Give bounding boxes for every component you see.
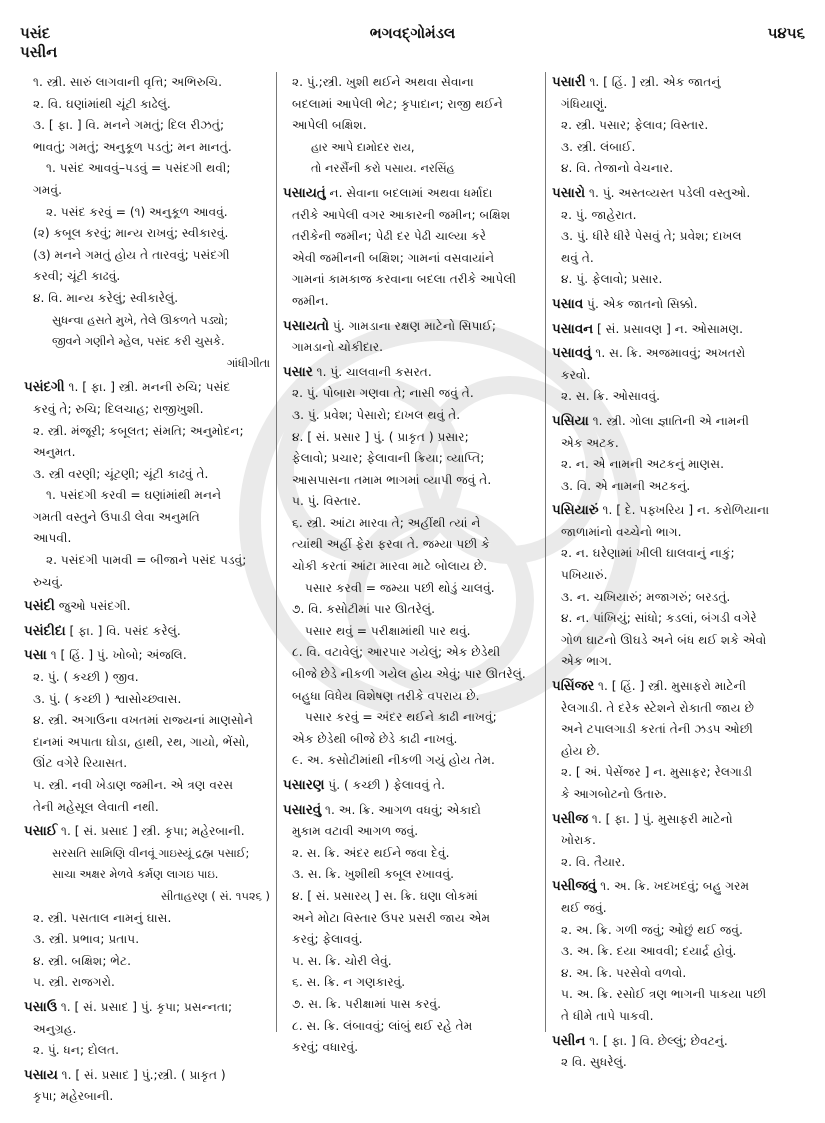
continuation-line: બીજે છેડે નીકળી ગયેલ હોય એવું; પાર ઊતરેલું. <box>292 667 526 682</box>
quotation-line: હાર આપે દામોદર રાય, <box>311 139 415 154</box>
continuation-line: ગોળ ઘાટનો ઊઘડે અને બંધ થઈ શકે એવો <box>561 632 767 647</box>
sense-line: ૭. વિ. કસોટીમાં પાર ઊતરેલું. <box>292 602 436 617</box>
dictionary-entry <box>552 676 807 806</box>
entry-first-line <box>552 876 807 898</box>
guide-word-last: પસીન <box>20 43 58 61</box>
continuation-line: અને ટપાલગાડી કરતાં તેની ઝડપ ઓછી <box>561 722 753 737</box>
entry-first-line <box>24 821 270 843</box>
sense-line: ૨. વિ. તૈયાર. <box>561 854 626 869</box>
entry-first-line <box>24 621 270 643</box>
dictionary-entry <box>552 876 807 1027</box>
definition-text: ૧. [ ફા. ] સ્ત્રી. મનની રુચિ; પસંદ <box>68 380 231 395</box>
definition-text: ૧. અ. ક્રિ. આગળ વધવું; એકાદો <box>324 802 481 817</box>
page-header <box>20 24 805 64</box>
headword: પસાય <box>24 1067 58 1083</box>
continuation-line: એક અટક. <box>561 435 619 450</box>
entry-first-line <box>552 72 807 94</box>
sense-line: ૩. ન. ચખિયારું; મજાગરું; બરડતું. <box>561 589 731 604</box>
dictionary-entry <box>24 821 270 994</box>
sense-line: ૨. પું.;સ્ત્રી. ખુશી થઈને અથવા સેવાના <box>292 75 474 89</box>
sense-line: ૨. સ. ક્રિ. અંદર થઈને જવા દેવું. <box>292 845 450 860</box>
dictionary-entry <box>552 500 807 673</box>
definition-text: ૧. પું. ચાલવાની કસરત. <box>316 364 432 379</box>
definition-text: ૧. [ ફા. ] પું. મુસાફરી માટેનો <box>591 811 733 826</box>
definition-text: ૧. [ દે. પફ્ખરિય ] ન. કરોળિયાના <box>602 503 770 518</box>
guide-word-first: પસંદ <box>20 24 51 42</box>
sense-line: ૩. પું. પ્રવેશ; પેસારો; દાખલ થવું તે. <box>292 407 461 422</box>
book-title: ભગવદ્ગોમંડલ <box>369 24 456 42</box>
definition-text: ૧. [ સં. પ્રસાદ ] પું. કૃપા; પ્રસન્નતા; <box>60 999 233 1014</box>
continuation-line: કૃપા; મહેરબાની. <box>33 1089 114 1104</box>
continuation-line: તેની મહેસૂલ લેવાતી નથી. <box>33 799 159 814</box>
continuation-line: રુચવું. <box>33 574 64 589</box>
dictionary-entry <box>24 1065 270 1108</box>
sense-line: ૨. સ્ત્રી. પસતાલ નામનું ઘાસ. <box>33 910 172 925</box>
entry-first-line <box>552 294 807 316</box>
continuation-line: આપવી. <box>33 531 72 546</box>
sense-line: ૩. વિ. એ નામની અટકનું. <box>561 478 691 493</box>
continuation-line: દાનમાં અપાતા ઘોડા, હાથી, રથ, ગાયો, ભેંસો, <box>33 734 250 749</box>
dictionary-entry <box>552 1031 807 1074</box>
sense-line: ૮. સ. ક્રિ. લંબાવવું; લાંબું થઈ રહે તેમ <box>292 1018 473 1033</box>
entry-first-line <box>24 997 270 1019</box>
sense-line: ૪. અ. ક્રિ. પરસેવો વળવો. <box>561 965 687 980</box>
continuation-line: અનુગ્રહ. <box>33 1021 77 1036</box>
definition-text: ૧. પું. અસ્તવ્યસ્ત પડેલી વસ્તુઓ. <box>588 185 751 200</box>
continuation-line: મુકામ વટાવી આગળ જવું. <box>292 824 419 839</box>
sense-line: ૩. પું. ( કચ્છી ) શ્વાસોચ્છ્વાસ. <box>33 691 182 706</box>
quotation-line: સુધન્વા હસતે મુખે, તેલે ઊકળતે પડ્યો; <box>52 312 229 327</box>
sense-line: ૨. પું. જાહેરાત. <box>561 207 637 222</box>
sense-line: ૩. પું. ધીરે ધીરે પેસવું તે; પ્રવેશ; દાખલ <box>561 229 742 244</box>
sense-line: ૪. સ્ત્રી. અગાઉના વખતમાં રાજ્યનાં માણસોને <box>33 713 254 728</box>
continuation-line: કરવું તે; રુચિ; દિલચાહ; રાજીખુશી. <box>33 401 204 416</box>
citation-source: સીતાહરણ ( સં. ૧૫૨૬ ) <box>160 888 270 903</box>
continuation-line: ચોકી કરતાં આંટા મારવા માટે બોલાય છે. <box>292 559 488 574</box>
entry-first-line <box>283 183 539 205</box>
dictionary-entry <box>283 183 539 313</box>
headword: પસાવન <box>552 321 594 337</box>
sense-line: ૩. સ્ત્રી વરણી; ચૂંટણી; ચૂંટી કાઢવું તે. <box>33 466 209 481</box>
headword: પસાવવું <box>552 346 592 362</box>
definition-text: ૧. સ્ત્રી. ગોલા જ્ઞાતિની એ નામની <box>592 413 750 428</box>
sense-line: ૨. સ્ત્રી. પસાર; ફેલાવ; વિસ્તાર. <box>561 118 709 133</box>
column-3 <box>546 72 813 1092</box>
headword: પસીજવું <box>552 879 597 895</box>
entry-first-line <box>552 343 807 365</box>
dictionary-entry <box>283 800 539 1059</box>
headword: પસંદી <box>24 599 55 615</box>
continuation-line: આસપાસના તમામ ભાગમાં વ્યાપી જવું તે. <box>292 472 492 487</box>
definition-text: ૧ [ હિં. ] પું. ખોબો; અંજલિ. <box>50 648 187 663</box>
sense-line: ૮. વિ. વટાવેલું; આરપાર ગયેલું; એક છેડેથી <box>292 645 501 660</box>
continuation-line: પખિયારું. <box>561 568 608 583</box>
sense-line: ૩. અ. ક્રિ. દયા આવવી; દયાર્દ્ર હોવું. <box>561 944 737 959</box>
continuation-line: અને મોટા વિસ્તાર ઉપર પ્રસરી જાય એમ <box>292 910 491 925</box>
continuation-line: બહુધા વિધેય વિશેષણ તરીકે વપરાય છે. <box>292 688 480 703</box>
dictionary-entry <box>24 72 270 374</box>
continuation-line: તરીકે આપેલી વગર આકારની જમીન; બક્ષિશ <box>292 207 511 222</box>
continuation-line: એક ભાગ. <box>561 654 612 669</box>
dictionary-entry <box>24 596 270 618</box>
sense-line: ૨. [ અં. પેસેંજર ] ન. મુસાફર; રેલગાડી <box>561 765 753 780</box>
dictionary-entry <box>24 621 270 643</box>
sense-line: ૪. [ સં. પ્રસાર ] પું. ( પ્રાકૃત ) પ્રસાર; <box>292 429 469 444</box>
headword: પસારો <box>552 185 586 201</box>
continuation-line: તરીકેની જમીન; પેઢી દર પેઢી ચાલ્યા કરે <box>292 229 487 244</box>
sense-line: ૭. સ. ક્રિ. પરીક્ષામાં પાસ કરવું. <box>292 996 441 1011</box>
continuation-line: જાળામાંનો વચ્ચેનો ભાગ. <box>561 524 682 539</box>
dictionary-columns <box>18 72 813 1104</box>
dictionary-entry <box>552 72 807 180</box>
headword: પસંદીદા <box>24 623 66 639</box>
sense-line: ૨. પું. ધન; દોલત. <box>33 1043 119 1058</box>
sense-line: ૨. સ. ક્રિ. ઓસાવવું. <box>561 389 661 404</box>
entry-first-line <box>552 500 807 522</box>
continuation-line: હોય છે. <box>561 743 600 758</box>
entry-first-line <box>24 1065 270 1087</box>
definition-text: [ ફા. ] વિ. પસંદ કરેલું. <box>69 623 181 638</box>
continuation-line: આપેલી બક્ષિશ. <box>292 118 367 133</box>
headword: પસીજ <box>552 811 589 827</box>
definition-text: ૧. સ. ક્રિ. અજમાવવું; અખતરો <box>595 346 746 361</box>
dictionary-entry <box>283 72 539 180</box>
entry-first-line <box>552 1031 807 1053</box>
continuation-line: ગમવું. <box>33 182 62 197</box>
sense-line: ૬. સ. ક્રિ. ન ગણકારવું. <box>292 975 406 990</box>
continuation-line: ભાવતું; ગમતું; અનુકૂળ પડતું; મન માનતું. <box>33 139 232 154</box>
idiom-line: પસાર કરવું = અંદર થઈને કાઢી નાખવું; <box>305 710 497 725</box>
headword: પસિંજર <box>552 679 595 695</box>
sense-line: ૨. ન. એ નામની અટકનું માણસ. <box>561 457 725 472</box>
citation-source: ગાંધીગીતા <box>226 355 270 370</box>
continuation-line: ખોરાક. <box>561 833 596 848</box>
continuation-line: ઊંટ વગેરે રિયાસત. <box>33 756 128 771</box>
page-number: ૫૪૫૬ <box>767 24 805 42</box>
definition-text: પું. ગામડાના રક્ષણ માટેનો સિપાઈ; <box>332 318 497 333</box>
idiom-line: ૧. પસંદ આવવું–પડવું = પસંદગી થવી; <box>46 161 231 176</box>
sense-line: ૪. પું. ફેલાવો; પ્રસાર. <box>561 272 663 287</box>
sense-line: ૨. વિ. ઘણાંમાંથી ચૂંટી કાઢેલું. <box>33 96 171 111</box>
continuation-line: એક છેડેથી બીજે છેડે કાઢી નાખવું. <box>292 731 458 746</box>
sense-line: ૫. પું. વિસ્તાર. <box>292 494 362 509</box>
continuation-line: થઈ જવું. <box>561 900 607 915</box>
dictionary-entry <box>552 294 807 316</box>
quotation-line: જીવને ગણીને મ્હેલ, પસંદ કરી ચુસકે. <box>52 334 225 349</box>
headword: પસંદગી <box>24 380 65 396</box>
continuation-line: રેલગાડી. તે દરેક સ્ટેશને રોકાતી જાય છે <box>561 700 755 715</box>
headword: પસારણ <box>283 778 325 793</box>
continuation-line: ત્યાંથી અહીં ફેરા ફરવા તે. જમ્યા પછી કે <box>292 537 490 552</box>
entry-first-line <box>283 800 539 822</box>
entry-first-line <box>24 377 270 399</box>
continuation-line: ફેલાવો; પ્રચાર; ફેલાવાની ક્રિયા; વ્યાપ્તિ; <box>292 451 485 466</box>
sense-line: ૨. સ્ત્રી. મંજૂરી; કબૂલત; સંમતિ; અનુમોદન; <box>33 423 244 438</box>
entry-first-line <box>552 411 807 433</box>
headword: પસા <box>24 648 47 664</box>
sense-line: ૨. પું. પોબારા ગણવા તે; નાસી જવું તે. <box>292 386 474 401</box>
headword: પસાયતો <box>283 318 330 334</box>
column-1 <box>18 72 276 1104</box>
quotation-line: તો નરસૈંની કરો પસાય. નરસિંહ <box>311 161 455 176</box>
column-2 <box>276 72 546 1055</box>
definition-text: ન. સેવાના બદલામાં અથવા ધર્માદા <box>329 185 493 200</box>
dictionary-entry <box>552 319 807 341</box>
entry-first-line <box>283 362 539 384</box>
quotation-line: સરસતિ સામિણિ વીનવૂં ગાઇસ્યૂં દ્રહ્મ પસાઈ; <box>52 845 250 860</box>
continuation-line: કરવી; ચૂંટી કાઢવું. <box>33 269 121 284</box>
idiom-line: ૨. પસંદ કરવું = (૧) અનુકૂળ આવવું. <box>46 204 228 219</box>
entry-first-line <box>283 775 539 797</box>
idiom-line: પસાર કરવી = જમ્યા પછી થોડું ચાલવું. <box>305 580 495 595</box>
continuation-line: ગંધિયાણું. <box>561 96 608 111</box>
continuation-line: અનુમત. <box>33 445 76 460</box>
headword: પસાઉ <box>24 999 57 1015</box>
dictionary-entry <box>24 997 270 1062</box>
sense-line: ૪. [ સં. પ્રસારય્ ] સ. ક્રિ. ઘણા લોકમાં <box>292 888 478 903</box>
idiom-line: પસાર થવું = પરીક્ષામાંથી પાર થવું. <box>305 623 471 638</box>
dictionary-entry <box>283 775 539 797</box>
definition-text: ૧. [ ફા. ] વિ. છેલ્લું; છેવટનું. <box>589 1033 728 1048</box>
continuation-line: કે આગબોટનો ઉતારુ. <box>561 787 667 801</box>
sense-line: ૫. સ્ત્રી. રાજગરો. <box>33 975 115 990</box>
entry-first-line <box>552 809 807 831</box>
continuation-line: ગામનાં કામકાજ કરવાના બદલા તરીકે આપેલી <box>292 272 517 287</box>
sense-line: ૫. અ. ક્રિ. રસોઈ ત્રણ ભાગની પાકયા પછી <box>561 987 767 1002</box>
dictionary-entry <box>552 343 807 408</box>
sense-line: ૪. સ્ત્રી. બક્ષિશ; ભેટ. <box>33 953 132 968</box>
entry-first-line <box>283 316 539 338</box>
entry-first-line <box>552 676 807 698</box>
dictionary-entry <box>283 316 539 359</box>
dictionary-entry <box>24 645 270 818</box>
entry-first-line <box>552 183 807 205</box>
sense-line: ૬. સ્ત્રી. આંટા મારવા તે; અહીંથી ત્યાં ને <box>292 515 481 530</box>
idiom-line: ૨. પસંદગી પામવી = બીજાને પસંદ પડવું; <box>46 553 247 568</box>
continuation-line: ગામડાનો ચોકીદાર. <box>292 340 384 355</box>
continuation-line: (૩) મનને ગમતું હોય તે તારવવું; પસંદગી <box>33 247 230 262</box>
entry-first-line <box>24 645 270 667</box>
dictionary-entry <box>283 362 539 772</box>
dictionary-entry <box>552 183 807 291</box>
definition-text: [ સં. પ્રસાવણ ] ન. ઓસામણ. <box>597 321 744 336</box>
headword: પસાર <box>283 364 313 380</box>
definition-text: જુઓ પસંદગી. <box>58 599 131 614</box>
definition-text: ૧. અ. ક્રિ. ખદખદવું; બહુ ગરમ <box>600 879 750 894</box>
definition-text: ૧. [ હિં. ] સ્ત્રી. મુસાફરો માટેની <box>598 679 747 694</box>
headword: પસાવ <box>552 296 584 312</box>
sense-line: ૩. [ ફા. ] વિ. મનને ગમતું; દિલ રીઝતું; <box>33 118 225 133</box>
sense-line: ૩. સ્ત્રી. લંબાઈ. <box>561 139 636 154</box>
continuation-line: કરવો. <box>561 367 591 382</box>
continuation-line: ગમતી વસ્તુને ઉપાડી લેવા અનુમતિ <box>33 509 200 524</box>
continuation-line: કરવું; વધારવું. <box>292 1040 359 1055</box>
headword: પસીન <box>552 1033 586 1049</box>
headword: પસિયા <box>552 413 589 429</box>
headword: પસારી <box>552 75 586 90</box>
continuation-line: જમીન. <box>292 293 329 308</box>
continuation-line: (૨) કબૂલ કરવું; માન્ય રાખવું; સ્વીકારવું. <box>33 226 229 241</box>
headword: પસાઈ <box>24 824 58 840</box>
headword: પસારવું <box>283 802 322 818</box>
headword: પસિયારું <box>552 503 599 519</box>
sense-line: ૨ વિ. સુધરેલું. <box>561 1055 627 1070</box>
sense-line: ૧. સ્ત્રી. સારું લાગવાની વૃત્તિ; અભિરુચિ. <box>33 75 223 89</box>
dictionary-entry <box>24 377 270 593</box>
definition-text: ૧. [ સં. પ્રસાદ ] સ્ત્રી. કૃપા; મહેરબાની. <box>61 824 245 839</box>
dictionary-entry <box>552 411 807 497</box>
entry-first-line <box>552 319 807 341</box>
sense-line: ૨. અ. ક્રિ. ગળી જવું; ઓછું થઈ જવું. <box>561 922 743 937</box>
dictionary-entry <box>552 809 807 874</box>
idiom-line: ૧. પસંદગી કરવી = ઘણાંમાંથી મનને <box>46 488 222 503</box>
definition-text: પું. એક જાતનો સિક્કો. <box>587 296 698 311</box>
sense-line: ૪. વિ. માન્ય કરેલું; સ્વીકારેલું. <box>33 290 179 305</box>
sense-line: ૩. સ. ક્રિ. ખુશીથી કબૂલ રખાવવું. <box>292 867 455 882</box>
quotation-line: સાચા અક્ષર મેળવે કર્મણ લાગઇ પાઇ. <box>52 867 219 882</box>
continuation-line: તે ધીમે તાપે પાકવી. <box>561 1008 654 1023</box>
continuation-line: બદલામાં આપેલી ભેટ; કૃપાદાન; રાજી થઈને <box>292 96 503 111</box>
sense-line: ૫. સ્ત્રી. નવી ખેડાણ જમીન. એ ત્રણ વરસ <box>33 778 234 792</box>
sense-line: ૫. સ. ક્રિ. ચોરી લેવું. <box>292 953 392 968</box>
continuation-line: એવી જમીનની બક્ષિશ; ગામનાં વસવાયાંને <box>292 250 495 265</box>
entry-first-line <box>24 596 270 618</box>
continuation-line: કરવું; ફેલાવવું. <box>292 932 363 947</box>
definition-text: પું. ( કચ્છી ) ફેલાવવું તે. <box>328 778 446 792</box>
sense-line: ૨. પું. ( કચ્છી ) જીવ. <box>33 670 139 685</box>
sense-line: ૪. વિ. તેજાનો વેચનાર. <box>561 161 674 176</box>
headword: પસાયતું <box>283 185 326 201</box>
definition-text: ૧. [ હિં. ] સ્ત્રી. એક જાતનું <box>589 75 721 89</box>
sense-line: ૩. સ્ત્રી. પ્રભાવ; પ્રતાપ. <box>33 932 140 947</box>
continuation-line: થવું તે. <box>561 250 594 265</box>
sense-line: ૨. ન. ઘરેણામાં ખીલી ઘાલવાનું નાકું; <box>561 546 735 561</box>
sense-line: ૪. ન. પાંખિયું; સાંધો; કડલાં, બંગડી વગેરે <box>561 611 757 626</box>
definition-text: ૧. [ સં. પ્રસાદ ] પું.;સ્ત્રી. ( પ્રાકૃત ) <box>61 1067 226 1082</box>
sense-line: ૯. અ. કસોટીમાંથી નીકળી ગયું હોય તેમ. <box>292 753 495 768</box>
